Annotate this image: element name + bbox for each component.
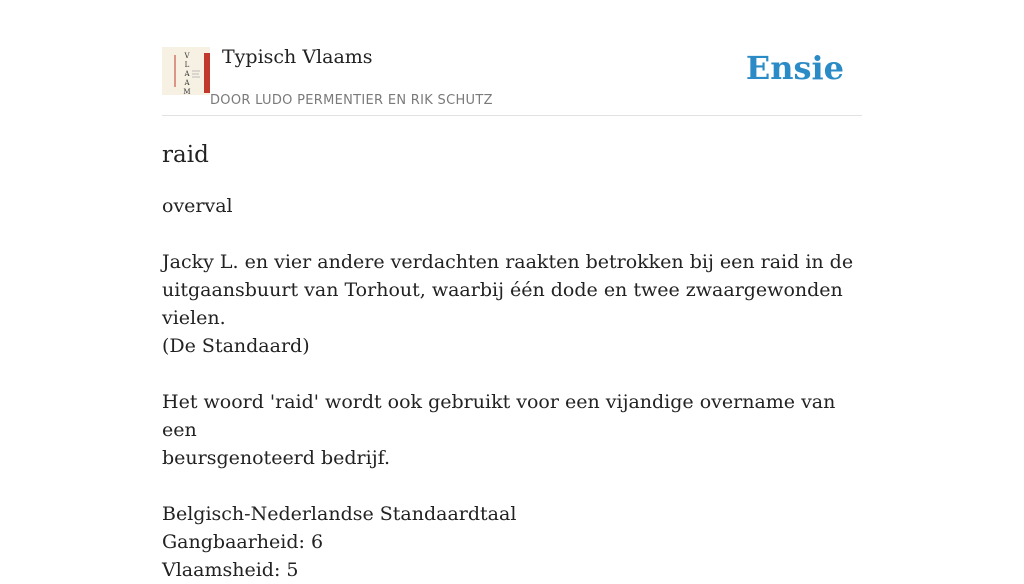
gangbaarheid-score: Gangbaarheid: 6: [162, 531, 324, 553]
site-header: [162, 40, 862, 116]
note-line: Het woord 'raid' wordt ook gebruikt voor een vijandige overname van een: [162, 391, 836, 441]
book-title[interactable]: Typisch Vlaams: [222, 46, 373, 68]
author-byline: DOOR LUDO PERMENTIER EN RIK SCHUTZ: [210, 93, 493, 108]
example-source: (De Standaard): [162, 335, 310, 357]
book-cover-icon: [162, 47, 210, 95]
book-cover-logo[interactable]: [162, 47, 210, 95]
svg-text:A: A: [184, 70, 190, 78]
svg-text:M: M: [183, 88, 191, 96]
svg-text:A: A: [184, 79, 190, 87]
svg-text:V: V: [184, 52, 190, 60]
entry-content: [162, 138, 862, 584]
language-classification: Belgisch-Nederlandse Standaardtaal: [162, 503, 517, 525]
note-line: beursgenoteerd bedrijf.: [162, 447, 390, 469]
entry-body: [162, 192, 862, 584]
example-line: Jacky L. en vier andere verdachten raakten betrokken bij een raid in de: [162, 251, 854, 273]
vlaamsheid-score: Vlaamsheid: 5: [162, 559, 299, 581]
blank-line: [162, 472, 862, 500]
blank-line: [162, 360, 862, 388]
entry-term: raid: [162, 142, 209, 168]
entry-definition: overval: [162, 195, 233, 217]
example-line: uitgaansbuurt van Torhout, waarbij één dode en twee zwaargewonden vielen.: [162, 279, 843, 329]
ensie-logo-link[interactable]: Ensie: [745, 49, 844, 87]
blank-line: [162, 220, 862, 248]
svg-text:L: L: [184, 61, 190, 69]
